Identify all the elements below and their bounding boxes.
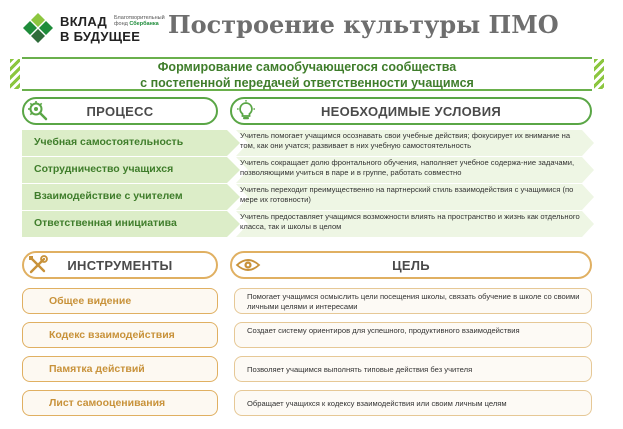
process-row: [22, 157, 612, 183]
process-header-label: ПРОЦЕСС: [86, 104, 154, 119]
tool-goal-box: [234, 322, 592, 348]
process-name: Сотрудничество учащихся: [34, 163, 174, 175]
tool-goal: Позволяет учащимся выполнять типовые действия без учителя: [247, 365, 473, 374]
tool-goal-box: [234, 390, 592, 416]
process-row: [22, 211, 612, 237]
tool-row: [22, 390, 592, 416]
tool-name: Лист самооценивания: [49, 397, 166, 409]
tool-row: [22, 356, 592, 382]
process-row: [22, 184, 612, 210]
tool-name-box: [22, 390, 218, 416]
banner-line1: Формирование самообучающегося сообщества: [157, 60, 457, 74]
tool-row: [22, 322, 592, 348]
logo[interactable]: [22, 12, 165, 44]
page-title: Построение культуры ПМО: [168, 10, 559, 39]
goal-header: [230, 251, 592, 279]
tool-name: Общее видение: [49, 295, 132, 307]
conditions-header-label: НЕОБХОДИМЫЕ УСЛОВИЯ: [320, 104, 502, 119]
logo-small-text: [114, 15, 174, 27]
tool-name-box: [22, 288, 218, 314]
logo-small-brand: Сбербанка: [129, 21, 159, 27]
header: [0, 0, 623, 52]
process-header: [22, 97, 218, 125]
tools-header-label: ИНСТРУМЕНТЫ: [67, 258, 173, 273]
tool-goal: Помогает учащимся осмыслить цели посещения школы, связать обучение в школе со своими личными целями и интересами: [247, 292, 580, 311]
process-name: Учебная самостоятельность: [34, 136, 184, 148]
tool-name-box: [22, 356, 218, 382]
logo-line2: В БУДУЩЕЕ: [60, 29, 141, 44]
process-description: Учитель сокращает долю фронтального обучения, наполняет учебное содержа-ние задачами, позволяющими учиться в паре и в группе, работать совместно: [240, 158, 575, 177]
conditions-header: [230, 97, 592, 125]
process-name: Ответственная инициатива: [34, 217, 177, 229]
process-description: Учитель переходит преимущественно на партнерский стиль взаимодействия с учащимися (по мере их готовности): [240, 185, 574, 204]
tool-name: Кодекс взаимодействия: [49, 329, 175, 341]
banner-stripe-right: [594, 59, 604, 89]
logo-small-label: Благотворительный фонд: [114, 15, 165, 27]
process-description: Учитель помогает учащимся осознавать свои учебные действия; фокусирует их внимание на том, как они учатся; развивает в них учебную самостоятельность: [240, 131, 571, 150]
banner-stripe-left: [10, 59, 20, 89]
tool-name-box: [22, 322, 218, 348]
tool-goal: Обращает учащихся к кодексу взаимодействия или своим личным целям: [247, 399, 507, 408]
logo-diamond-icon: [22, 12, 54, 44]
tool-goal-box: [234, 356, 592, 382]
tool-goal-box: [234, 288, 592, 314]
logo-line1: ВКЛАД: [60, 14, 108, 29]
tool-goal: Создает систему ориентиров для успешного, продуктивного взаимодействия: [247, 326, 520, 335]
tools-header: [22, 251, 218, 279]
tool-name: Памятка действий: [49, 363, 145, 375]
process-row: [22, 130, 612, 156]
goal-header-label: ЦЕЛЬ: [392, 258, 430, 273]
tool-row: [22, 288, 592, 314]
banner-line2: с постепенной передачей ответственности учащимся: [140, 75, 474, 90]
process-description: Учитель предоставляет учащимся возможности влиять на пространство и жизнь как отдельного класса, так и школы в целом: [240, 212, 580, 231]
subtitle-banner: [22, 57, 592, 91]
process-name: Взаимодействие с учителем: [34, 190, 183, 202]
